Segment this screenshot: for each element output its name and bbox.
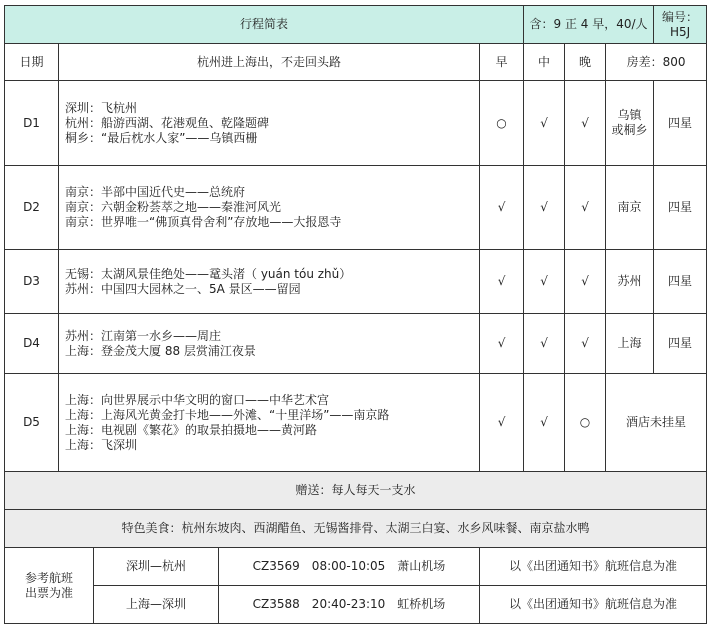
lunch-mark: √ [524, 374, 565, 472]
itinerary-line: 苏州：江南第一水乡——周庄 [65, 328, 222, 343]
day-label: D3 [5, 250, 59, 314]
itinerary-line: 上海：上海风光黄金打卡地——外滩、“十里洋场”——南京路 [65, 407, 390, 422]
day-row-d4 [5, 314, 707, 374]
day-row-d5 [5, 374, 707, 472]
hotel-level: 四星 [654, 81, 707, 166]
dinner-mark: √ [565, 81, 606, 166]
flight-note: 以《出团通知书》航班信息为准 [480, 586, 707, 624]
breakfast-header: 早 [480, 44, 524, 81]
breakfast-mark: √ [480, 374, 524, 472]
lunch-mark: √ [524, 314, 565, 374]
itinerary-line: 南京：世界唯一“佛顶真骨舍利”存放地——大报恩寺 [65, 215, 342, 229]
day-itinerary [59, 250, 480, 314]
hotel-note: 酒店未挂星 [606, 374, 707, 472]
itinerary-line: 上海：登金茂大厦 88 层赏浦江夜景 [65, 343, 256, 358]
tour-code: 编号：H5J [654, 6, 707, 44]
hotel-level: 四星 [654, 166, 707, 250]
day-row-d2 [5, 166, 707, 250]
lunch-mark: √ [524, 81, 565, 166]
itinerary-line: 南京：六朝金粉荟萃之地——秦淮河风光 [65, 200, 282, 214]
date-label: 日期 [5, 44, 59, 81]
flight-row [5, 548, 707, 586]
dinner-mark: √ [565, 166, 606, 250]
day-label: D1 [5, 81, 59, 166]
flight-label: 参考航班 出票为准 [5, 548, 94, 624]
day-label: D4 [5, 314, 59, 374]
featured-food: 特色美食：杭州东坡肉、西湖醋鱼、无锡酱排骨、太湖三白宴、水乡风味餐、南京盐水鸭 [5, 510, 707, 548]
route-title: 杭州进上海出，不走回头路 [59, 44, 480, 81]
flight-info: CZ3569 08:00-10:05 萧山机场 [219, 548, 480, 586]
table-title: 行程简表 [5, 6, 524, 44]
dinner-mark: ○ [565, 374, 606, 472]
breakfast-mark: √ [480, 250, 524, 314]
hotel-city: 上海 [606, 314, 654, 374]
day-itinerary [59, 374, 480, 472]
day-itinerary [59, 314, 480, 374]
itinerary-line: 无锡：太湖风景佳绝处——鼋头渚（ yuán tóu zhǔ） [65, 266, 352, 281]
flight-route: 深圳—杭州 [94, 548, 219, 586]
lunch-mark: √ [524, 166, 565, 250]
gift-note: 赠送：每人每天一支水 [5, 472, 707, 510]
itinerary-line: 苏州：中国四大园林之一、5A 景区——留园 [65, 281, 301, 296]
dinner-mark: √ [565, 250, 606, 314]
day-row-d3 [5, 250, 707, 314]
itinerary-line: 上海：电视剧《繁花》的取景拍摄地——黄河路 [65, 422, 318, 437]
hotel-city: 苏州 [606, 250, 654, 314]
itinerary-line: 南京：半部中国近代史——总统府 [65, 185, 246, 199]
hotel-city: 南京 [606, 166, 654, 250]
flight-row [5, 586, 707, 624]
day-itinerary [59, 166, 480, 250]
itinerary-line: 桐乡：“最后枕水人家”——乌镇西栅 [65, 130, 258, 145]
itinerary-line: 上海：飞深圳 [65, 437, 138, 452]
dinner-header: 晚 [565, 44, 606, 81]
hotel-level: 四星 [654, 250, 707, 314]
itinerary-line: 上海：向世界展示中华文明的窗口——中华艺术宫 [65, 392, 330, 407]
hotel-city: 乌镇 或桐乡 [606, 81, 654, 166]
itinerary-table [4, 5, 707, 624]
lunch-header: 中 [524, 44, 565, 81]
breakfast-mark: √ [480, 166, 524, 250]
flight-route: 上海—深圳 [94, 586, 219, 624]
day-row-d1 [5, 81, 707, 166]
itinerary-line: 深圳：飞杭州 [65, 100, 138, 115]
day-label: D5 [5, 374, 59, 472]
hotel-level: 四星 [654, 314, 707, 374]
meals-info: 含：9 正 4 早，40/人 [524, 6, 654, 44]
breakfast-mark: ○ [480, 81, 524, 166]
itinerary-line: 杭州：船游西湖、花港观鱼、乾隆题碑 [65, 115, 270, 130]
lunch-mark: √ [524, 250, 565, 314]
breakfast-mark: √ [480, 314, 524, 374]
flight-info: CZ3588 20:40-23:10 虹桥机场 [219, 586, 480, 624]
day-itinerary [59, 81, 480, 166]
day-label: D2 [5, 166, 59, 250]
room-difference: 房差：800 [606, 44, 707, 81]
flight-note: 以《出团通知书》航班信息为准 [480, 548, 707, 586]
dinner-mark: √ [565, 314, 606, 374]
